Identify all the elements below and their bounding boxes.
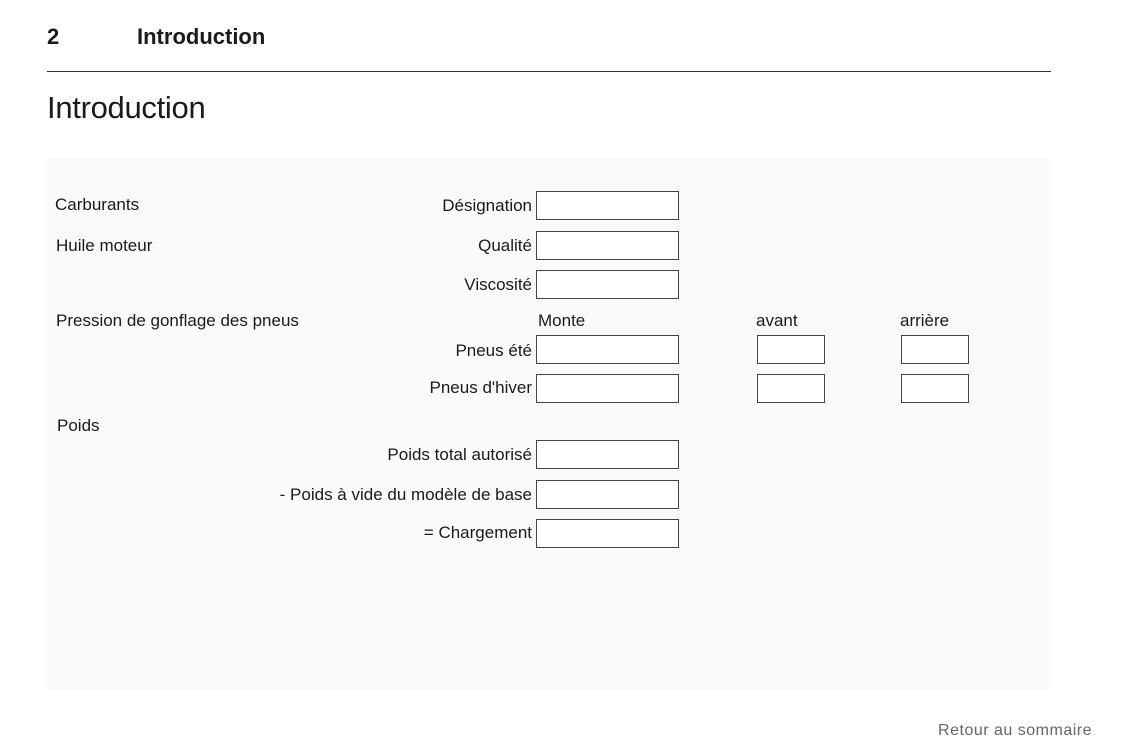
designation-field[interactable] <box>536 191 679 220</box>
poids-vide-field[interactable] <box>536 480 679 509</box>
label-viscosite: Viscosité <box>464 275 532 294</box>
header-divider <box>47 71 1051 72</box>
label-pneus-hiver: Pneus d'hiver <box>429 378 532 397</box>
pneus-ete-avant-field[interactable] <box>757 335 825 364</box>
column-header-monte: Monte <box>538 311 586 330</box>
pneus-hiver-avant-field[interactable] <box>757 374 825 403</box>
pneus-ete-monte-field[interactable] <box>536 335 679 364</box>
pneus-hiver-monte-field[interactable] <box>536 374 679 403</box>
label-poids: Poids <box>57 416 100 435</box>
label-pneus-ete: Pneus été <box>455 341 532 360</box>
label-qualite: Qualité <box>478 236 532 255</box>
label-huile-moteur: Huile moteur <box>56 236 153 255</box>
pneus-hiver-arriere-field[interactable] <box>901 374 969 403</box>
qualite-field[interactable] <box>536 231 679 260</box>
label-pression-pneus: Pression de gonflage des pneus <box>56 311 299 330</box>
viscosite-field[interactable] <box>536 270 679 299</box>
page-number: 2 <box>47 24 60 49</box>
label-carburants: Carburants <box>55 195 140 214</box>
page-title: Introduction <box>47 90 206 125</box>
label-chargement: = Chargement <box>423 523 532 542</box>
poids-total-field[interactable] <box>536 440 679 469</box>
label-poids-total: Poids total autorisé <box>387 445 532 464</box>
running-header-title: Introduction <box>137 24 266 49</box>
back-to-contents-link[interactable]: Retour au sommaire <box>938 722 1092 739</box>
pneus-ete-arriere-field[interactable] <box>901 335 969 364</box>
column-header-arriere: arrière <box>900 311 950 330</box>
label-poids-vide: - Poids à vide du modèle de base <box>279 485 532 504</box>
label-designation: Désignation <box>442 196 532 215</box>
chargement-field[interactable] <box>536 519 679 548</box>
column-header-avant: avant <box>756 311 798 330</box>
